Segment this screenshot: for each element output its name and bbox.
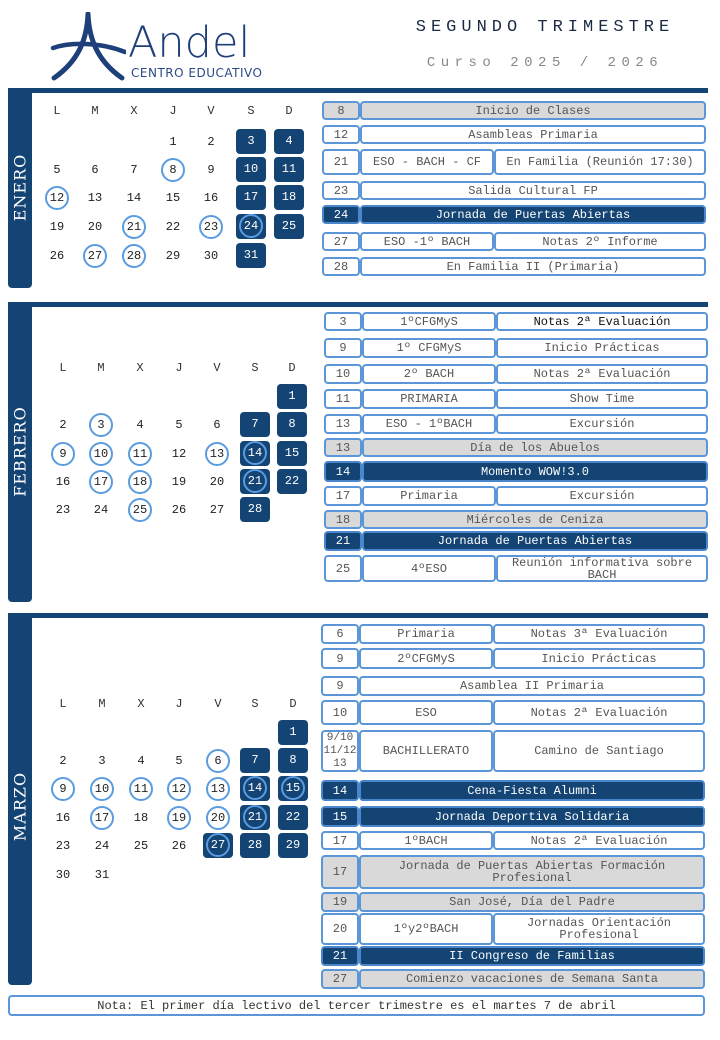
event-day: 13: [324, 438, 362, 457]
calendar-day: 12: [171, 447, 187, 461]
calendar-day: 5: [53, 163, 61, 177]
calendar-day: 13: [202, 443, 232, 465]
calendar-day: 6: [203, 750, 233, 772]
event-title: Asambleas Primaria: [360, 125, 706, 144]
event-group: ESO: [359, 700, 493, 725]
calendar-day: 20: [87, 220, 103, 234]
calendar-day: 25: [274, 214, 304, 239]
page-title: SEGUNDO TRIMESTRE: [415, 18, 675, 37]
calendar-day: 1: [277, 384, 307, 409]
event-day: 18: [324, 510, 362, 529]
calendar-day: 27: [209, 503, 225, 517]
weekday-header: S: [247, 104, 255, 118]
event-title: Salida Cultural FP: [360, 181, 706, 200]
calendar-day: 29: [165, 249, 181, 263]
calendar-day: 8: [278, 748, 308, 773]
calendar-day: 26: [171, 839, 187, 853]
event-day: 27: [321, 969, 359, 989]
footer-note: Nota: El primer día lectivo del tercer trimestre es el martes 7 de abril: [8, 995, 705, 1016]
weekday-header: X: [130, 104, 138, 118]
event-title: II Congreso de Familias: [359, 946, 705, 966]
weekday-header: D: [288, 361, 296, 375]
event-day: 28: [322, 257, 360, 276]
calendar-day: 31: [236, 243, 266, 268]
event-row: [322, 257, 706, 276]
event-day: 9/10 11/12 13: [321, 730, 359, 772]
event-row: [321, 855, 705, 889]
page-subtitle: Curso 2025 / 2026: [426, 55, 664, 71]
calendar-day: 9: [48, 778, 78, 800]
calendar-day: 15: [277, 441, 307, 466]
event-row: [321, 730, 705, 772]
andel-logo-icon: [50, 12, 126, 82]
event-row: [324, 531, 708, 551]
month-label: FEBRERO: [10, 406, 30, 497]
calendar-day: 28: [240, 833, 270, 858]
event-day: 3: [324, 312, 362, 331]
weekday-header: D: [289, 697, 297, 711]
calendar-day: 23: [55, 839, 71, 853]
calendar-day: 31: [94, 868, 110, 882]
calendar-day: 19: [171, 475, 187, 489]
calendar-day: 11: [274, 157, 304, 182]
calendar-day: 6: [91, 163, 99, 177]
calendar-day: 3: [236, 129, 266, 154]
event-title: En Familia (Reunión 17:30): [494, 149, 706, 175]
event-title: San José, Día del Padre: [359, 892, 705, 912]
calendar-day: 4: [137, 754, 145, 768]
event-group: ESO - BACH - CF: [360, 149, 494, 175]
event-title: Cena-Fiesta Alumni: [359, 780, 705, 801]
calendar-day: 10: [236, 157, 266, 182]
event-row: [322, 101, 706, 120]
event-day: 19: [321, 892, 359, 912]
event-title: Notas 2ª Evaluación: [496, 312, 708, 331]
event-day: 23: [322, 181, 360, 200]
calendar-day: 14: [126, 191, 142, 205]
event-group: Primaria: [362, 486, 496, 506]
event-title: Comienzo vacaciones de Semana Santa: [359, 969, 705, 989]
calendar-day: 8: [277, 412, 307, 437]
event-group: 1ºBACH: [359, 831, 493, 850]
event-title: Día de los Abuelos: [362, 438, 708, 457]
event-day: 17: [321, 831, 359, 850]
event-group: PRIMARIA: [362, 389, 496, 409]
weekday-header: L: [59, 361, 67, 375]
event-day: 9: [324, 338, 362, 358]
calendar-day: 26: [171, 503, 187, 517]
weekday-header: D: [285, 104, 293, 118]
calendar-day: 17: [87, 807, 117, 829]
event-group: 1ºCFGMyS: [362, 312, 496, 331]
calendar-day: 16: [55, 475, 71, 489]
event-row: [321, 648, 705, 669]
calendar-day: 28: [119, 245, 149, 267]
calendar-day: 27: [203, 833, 233, 858]
event-row: [324, 555, 708, 582]
weekday-header: S: [251, 361, 259, 375]
event-day: 24: [322, 205, 360, 224]
event-day: 10: [324, 364, 362, 384]
calendar-day: 5: [175, 754, 183, 768]
event-row: [321, 676, 705, 696]
weekday-header: L: [59, 697, 67, 711]
event-row: [321, 700, 705, 725]
calendar-day: 2: [59, 418, 67, 432]
calendar-day: 3: [86, 414, 116, 436]
calendar-day: 7: [240, 412, 270, 437]
month-label: ENERO: [10, 153, 30, 222]
calendar-day: 14: [240, 441, 270, 466]
event-row: [321, 780, 705, 801]
calendar-day: 16: [203, 191, 219, 205]
event-title: Miércoles de Ceniza: [362, 510, 708, 529]
weekday-header: M: [98, 697, 106, 711]
event-title: Jornadas Orientación Profesional: [493, 913, 705, 945]
calendar-day: 9: [207, 163, 215, 177]
calendar-day: 19: [164, 807, 194, 829]
weekday-header: M: [97, 361, 105, 375]
event-day: 21: [321, 946, 359, 966]
event-title: Notas 2º Informe: [494, 232, 706, 251]
calendar-day: 22: [165, 220, 181, 234]
weekday-header: J: [175, 697, 183, 711]
event-group: 1º CFGMyS: [362, 338, 496, 358]
weekday-header: X: [137, 697, 145, 711]
calendar-day: 23: [196, 216, 226, 238]
event-title: Camino de Santiago: [493, 730, 705, 772]
event-row: [324, 312, 708, 331]
calendar-day: 12: [42, 187, 72, 209]
logo-name: Andel: [128, 18, 251, 68]
event-title: Excursión: [496, 414, 708, 434]
calendar-day: 22: [277, 469, 307, 494]
calendar-day: 12: [164, 778, 194, 800]
calendar-day: 14: [240, 776, 270, 801]
event-title: Jornada de Puertas Abiertas: [360, 205, 706, 224]
weekday-header: L: [53, 104, 61, 118]
event-row: [324, 364, 708, 384]
calendar-day: 2: [207, 135, 215, 149]
calendar-day: 30: [55, 868, 71, 882]
event-row: [322, 149, 706, 175]
event-day: 10: [321, 700, 359, 725]
calendar-day: 18: [274, 185, 304, 210]
calendar-day: 21: [240, 469, 270, 494]
event-title: Notas 2ª Evaluación: [496, 364, 708, 384]
weekday-header: V: [207, 104, 215, 118]
event-day: 17: [324, 486, 362, 506]
event-row: [321, 892, 705, 912]
calendar-day: 8: [158, 159, 188, 181]
calendar-day: 20: [203, 807, 233, 829]
calendar-day: 25: [133, 839, 149, 853]
event-title: Notas 3ª Evaluación: [493, 624, 705, 644]
calendar-day: 1: [278, 720, 308, 745]
event-title: Momento WOW!3.0: [362, 461, 708, 482]
logo-subtitle: CENTRO EDUCATIVO: [131, 66, 263, 80]
calendar-day: 30: [203, 249, 219, 263]
event-row: [321, 831, 705, 850]
weekday-header: J: [169, 104, 177, 118]
event-day: 9: [321, 648, 359, 669]
event-day: 21: [324, 531, 362, 551]
event-day: 6: [321, 624, 359, 644]
weekday-header: J: [175, 361, 183, 375]
event-group: ESO - 1ºBACH: [362, 414, 496, 434]
event-day: 11: [324, 389, 362, 409]
event-group: BACHILLERATO: [359, 730, 493, 772]
event-day: 25: [324, 555, 362, 582]
event-title: Show Time: [496, 389, 708, 409]
section-divider: [8, 613, 708, 618]
event-row: [324, 438, 708, 457]
event-day: 17: [321, 855, 359, 889]
calendar-day: 18: [133, 811, 149, 825]
event-group: Primaria: [359, 624, 493, 644]
event-row: [324, 389, 708, 409]
weekday-header: V: [214, 697, 222, 711]
calendar-day: 13: [203, 778, 233, 800]
calendar-day: 18: [125, 471, 155, 493]
calendar-day: 10: [87, 778, 117, 800]
event-title: Asamblea II Primaria: [359, 676, 705, 696]
calendar-day: 17: [86, 471, 116, 493]
calendar-day: 24: [236, 214, 266, 239]
event-day: 8: [322, 101, 360, 120]
event-row: [321, 624, 705, 644]
calendar-day: 11: [126, 778, 156, 800]
calendar-day: 7: [240, 748, 270, 773]
event-title: Notas 2ª Evaluación: [493, 831, 705, 850]
event-row: [324, 461, 708, 482]
calendar-day: 11: [125, 443, 155, 465]
event-row: [324, 414, 708, 434]
calendar-day: 6: [213, 418, 221, 432]
calendar-day: 3: [98, 754, 106, 768]
event-title: Notas 2ª Evaluación: [493, 700, 705, 725]
event-title: Inicio de Clases: [360, 101, 706, 120]
event-title: Reunión informativa sobre BACH: [496, 555, 708, 582]
event-row: [324, 510, 708, 529]
event-day: 20: [321, 913, 359, 945]
event-row: [322, 125, 706, 144]
event-group: 4ºESO: [362, 555, 496, 582]
event-title: Inicio Prácticas: [493, 648, 705, 669]
event-row: [324, 338, 708, 358]
calendar-day: 4: [274, 129, 304, 154]
weekday-header: X: [136, 361, 144, 375]
calendar-day: 17: [236, 185, 266, 210]
section-divider: [8, 88, 708, 93]
calendar-day: 22: [278, 805, 308, 830]
event-row: [321, 913, 705, 945]
calendar-day: 5: [175, 418, 183, 432]
event-day: 14: [321, 780, 359, 801]
calendar-day: 21: [119, 216, 149, 238]
event-row: [321, 946, 705, 966]
calendar-day: 15: [165, 191, 181, 205]
event-day: 15: [321, 806, 359, 827]
calendar-day: 1: [169, 135, 177, 149]
weekday-header: M: [91, 104, 99, 118]
section-divider: [8, 302, 708, 307]
calendar-day: 29: [278, 833, 308, 858]
event-title: En Familia II (Primaria): [360, 257, 706, 276]
event-row: [324, 486, 708, 506]
event-day: 27: [322, 232, 360, 251]
event-group: 2º BACH: [362, 364, 496, 384]
event-title: Jornada de Puertas Abiertas Formación Profesional: [359, 855, 705, 889]
event-day: 9: [321, 676, 359, 696]
calendar-day: 24: [94, 839, 110, 853]
event-row: [322, 181, 706, 200]
calendar-day: 20: [209, 475, 225, 489]
event-title: Jornada de Puertas Abiertas: [362, 531, 708, 551]
weekday-header: S: [251, 697, 259, 711]
calendar-day: 25: [125, 499, 155, 521]
calendar-day: 23: [55, 503, 71, 517]
event-title: Jornada Deportiva Solidaria: [359, 806, 705, 827]
calendar-day: 15: [278, 776, 308, 801]
calendar-day: 9: [48, 443, 78, 465]
calendar-day: 13: [87, 191, 103, 205]
event-title: Excursión: [496, 486, 708, 506]
calendar-day: 24: [93, 503, 109, 517]
calendar-day: 27: [80, 245, 110, 267]
event-title: Inicio Prácticas: [496, 338, 708, 358]
event-day: 14: [324, 461, 362, 482]
calendar-day: 2: [59, 754, 67, 768]
calendar-day: 26: [49, 249, 65, 263]
event-row: [322, 232, 706, 251]
calendar-day: 4: [136, 418, 144, 432]
event-group: ESO -1º BACH: [360, 232, 494, 251]
calendar-day: 16: [55, 811, 71, 825]
event-group: 1ºy2ºBACH: [359, 913, 493, 945]
calendar-day: 10: [86, 443, 116, 465]
event-day: 13: [324, 414, 362, 434]
event-day: 21: [322, 149, 360, 175]
event-row: [322, 205, 706, 224]
calendar-day: 21: [240, 805, 270, 830]
event-row: [321, 806, 705, 827]
month-label: MARZO: [10, 771, 30, 842]
calendar-day: 19: [49, 220, 65, 234]
event-day: 12: [322, 125, 360, 144]
calendar-day: 7: [130, 163, 138, 177]
event-group: 2ºCFGMyS: [359, 648, 493, 669]
event-row: [321, 969, 705, 989]
calendar-day: 28: [240, 497, 270, 522]
weekday-header: V: [213, 361, 221, 375]
